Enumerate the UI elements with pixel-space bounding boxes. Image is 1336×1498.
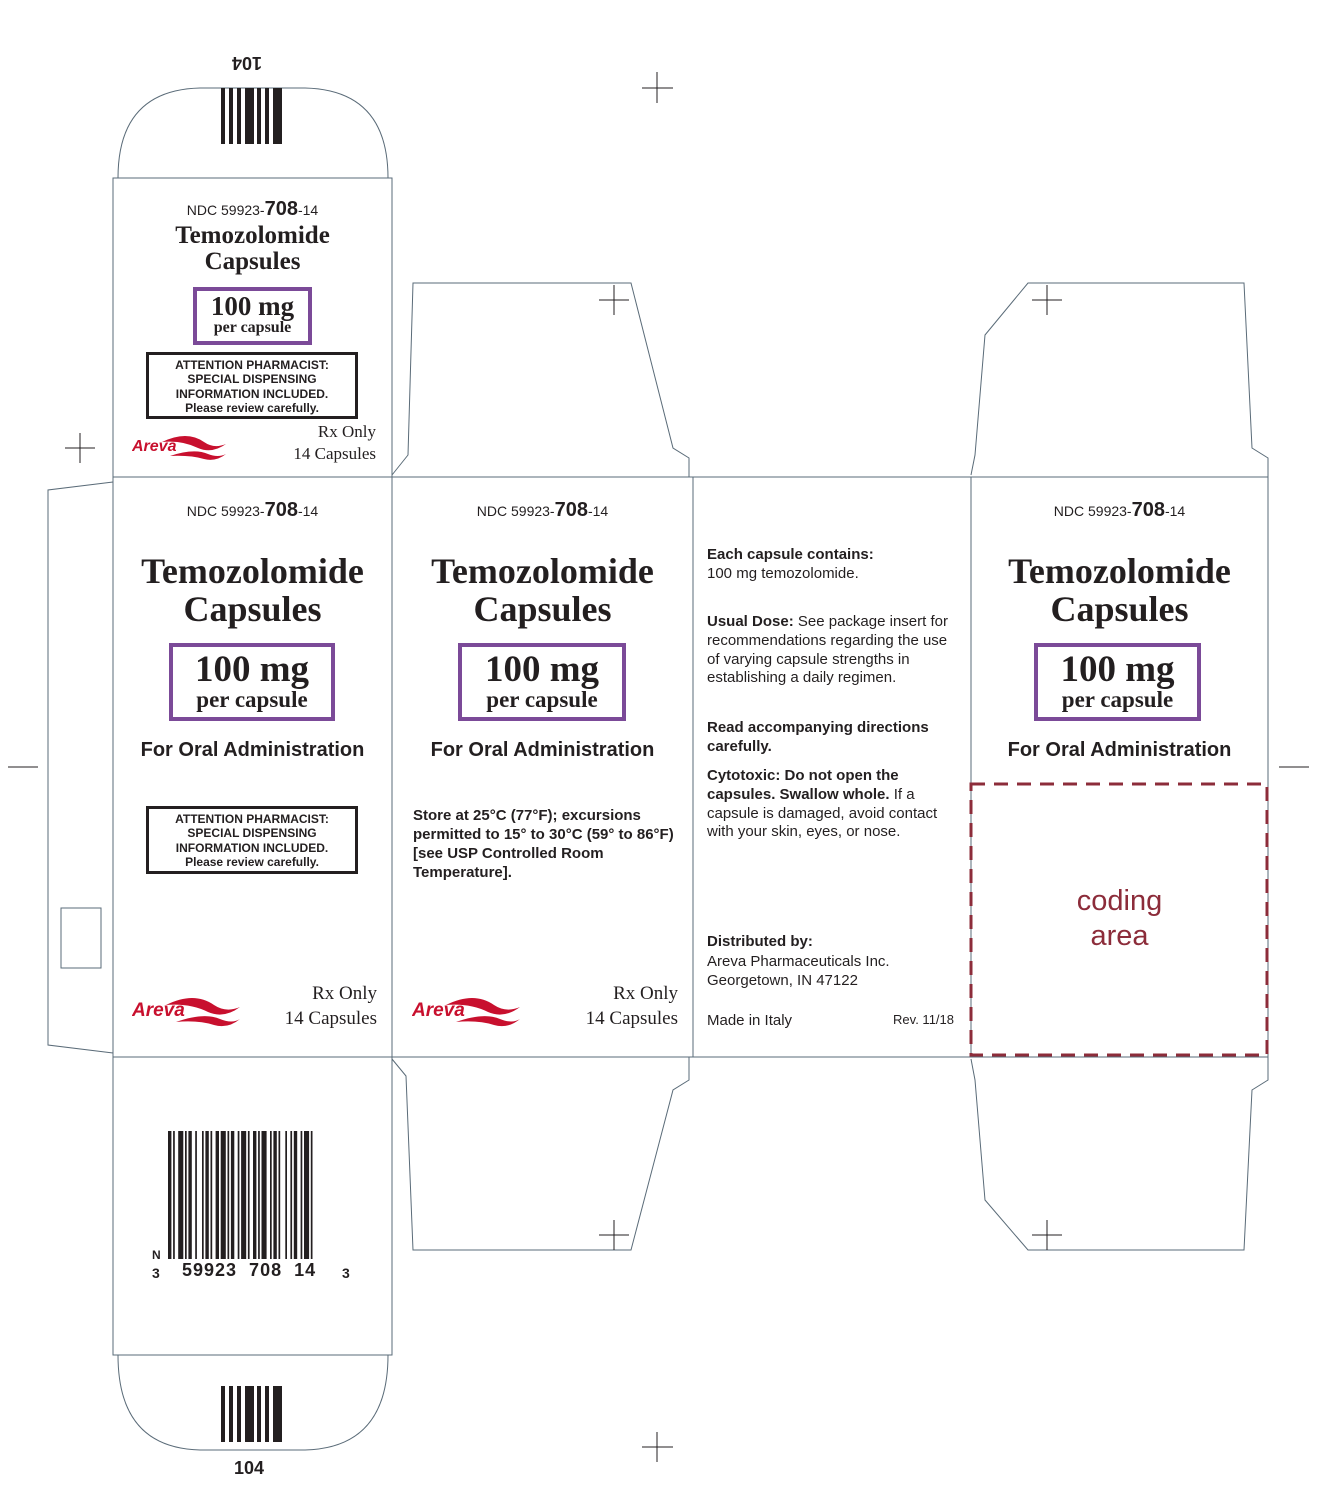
svg-text:Areva: Areva — [132, 438, 177, 455]
coding-area-label: coding area — [1076, 885, 1163, 952]
route-panel2: For Oral Administration — [430, 739, 655, 761]
product-name-panel4: Temozolomide Capsules — [1008, 551, 1231, 629]
barcode-bar — [221, 1131, 226, 1259]
strength-box-top-flap: 100 mg per capsule — [193, 287, 312, 345]
barcode-bar — [211, 1131, 213, 1259]
route-panel4: For Oral Administration — [1007, 739, 1232, 761]
barcode-bar — [258, 1131, 260, 1259]
areva-logo-panel2 — [412, 993, 522, 1029]
svg-text:Areva: Areva — [132, 1000, 185, 1021]
pharmacode-barcode-top — [219, 88, 287, 144]
pharmacode-number-bottom: 104 — [234, 1458, 265, 1478]
ndc-number-panel2: NDC 59923-708-14 — [476, 499, 609, 521]
ndc-number-top-flap: NDC 59923-708-14 — [186, 198, 319, 220]
strength-box-panel1: 100 mg per capsule — [169, 643, 335, 721]
barcode-prefix-letter: N — [152, 1248, 161, 1262]
barcode-bar — [231, 1131, 234, 1259]
product-name-panel2: Temozolomide Capsules — [431, 551, 654, 629]
distributor-info: Distributed by: Areva Pharmaceuticals Inc. Georgetown, IN 47122 — [707, 933, 890, 989]
read-directions: Read accompanying directions carefully. — [707, 719, 929, 755]
usual-dose: Usual Dose: See package insert for recommendations regarding the use of varying capsule strengths in establishing a daily regimen. — [707, 613, 948, 687]
areva-logo-top-flap — [132, 432, 227, 462]
revision-code: Rev. 11/18 — [893, 1012, 954, 1027]
pharmacode-barcode-bottom — [219, 1386, 287, 1442]
pharmacode-number-top: 104 — [232, 53, 263, 73]
storage-text: Store at 25°C (77°F); excursions permitted to 15° to 30°C (59° to 86°F) [see USP Controlled Room Temperature]. — [413, 807, 674, 882]
attention-pharmacist-box-panel1: ATTENTION PHARMACIST: SPECIAL DISPENSING INFORMATION INCLUDED. Please review carefully. — [146, 806, 358, 874]
barcode-bar — [195, 1131, 197, 1259]
strength-box-panel4: 100 mg per capsule — [1034, 643, 1201, 721]
rx-only-top-flap: Rx Only 14 Capsules — [293, 422, 376, 464]
areva-logo-panel1 — [132, 993, 242, 1029]
barcode-bar — [238, 1131, 240, 1259]
barcode-bar — [185, 1131, 187, 1259]
barcode-bar — [228, 1131, 230, 1259]
barcode-bar — [294, 1131, 297, 1259]
ndc-number-panel4: NDC 59923-708-14 — [1053, 499, 1186, 521]
barcode-bar — [241, 1131, 246, 1259]
barcode-bar — [205, 1131, 208, 1259]
capsule-contents: Each capsule contains: 100 mg temozolomide. — [707, 546, 874, 582]
barcode-bar — [270, 1131, 272, 1259]
barcode-bar — [285, 1131, 287, 1259]
cytotoxic-warning: Cytotoxic: Do not open the capsules. Swallow whole. If a capsule is damaged, avoid contact with your skin, eyes, or nose. — [707, 767, 938, 841]
attention-pharmacist-box-top: ATTENTION PHARMACIST: SPECIAL DISPENSING INFORMATION INCLUDED. Please review carefully. — [146, 352, 358, 419]
barcode-digits: 59923 708 14 — [182, 1260, 317, 1280]
barcode-bar — [273, 1131, 276, 1259]
barcode-bar — [202, 1131, 204, 1259]
ndc-number-panel1: NDC 59923-708-14 — [186, 499, 319, 521]
rx-only-panel1: Rx Only 14 Capsules — [284, 983, 377, 1029]
barcode-check-digit: 3 — [342, 1265, 350, 1281]
upc-barcode — [168, 1131, 352, 1261]
route-panel1: For Oral Administration — [140, 739, 365, 761]
barcode-bar — [168, 1131, 171, 1259]
barcode-bar — [188, 1131, 191, 1259]
barcode-bar — [311, 1131, 313, 1259]
barcode-bar — [248, 1131, 250, 1259]
barcode-bar — [178, 1131, 183, 1259]
barcode-bar — [253, 1131, 256, 1259]
barcode-bar — [304, 1131, 309, 1259]
barcode-prefix-digit: 3 — [152, 1265, 160, 1281]
barcode-bar — [301, 1131, 303, 1259]
barcode-bar — [290, 1131, 292, 1259]
barcode-bar — [216, 1131, 219, 1259]
barcode-bar — [262, 1131, 267, 1259]
rx-only-panel2: Rx Only 14 Capsules — [585, 983, 678, 1029]
product-name-panel1: Temozolomide Capsules — [141, 551, 364, 629]
svg-text:Areva: Areva — [412, 1000, 465, 1021]
strength-box-panel2: 100 mg per capsule — [458, 643, 626, 721]
made-in-italy: Made in Italy — [707, 1012, 793, 1029]
barcode-bar — [279, 1131, 281, 1259]
product-name-top-flap: Temozolomide Capsules — [175, 222, 330, 276]
barcode-bar — [173, 1131, 175, 1259]
